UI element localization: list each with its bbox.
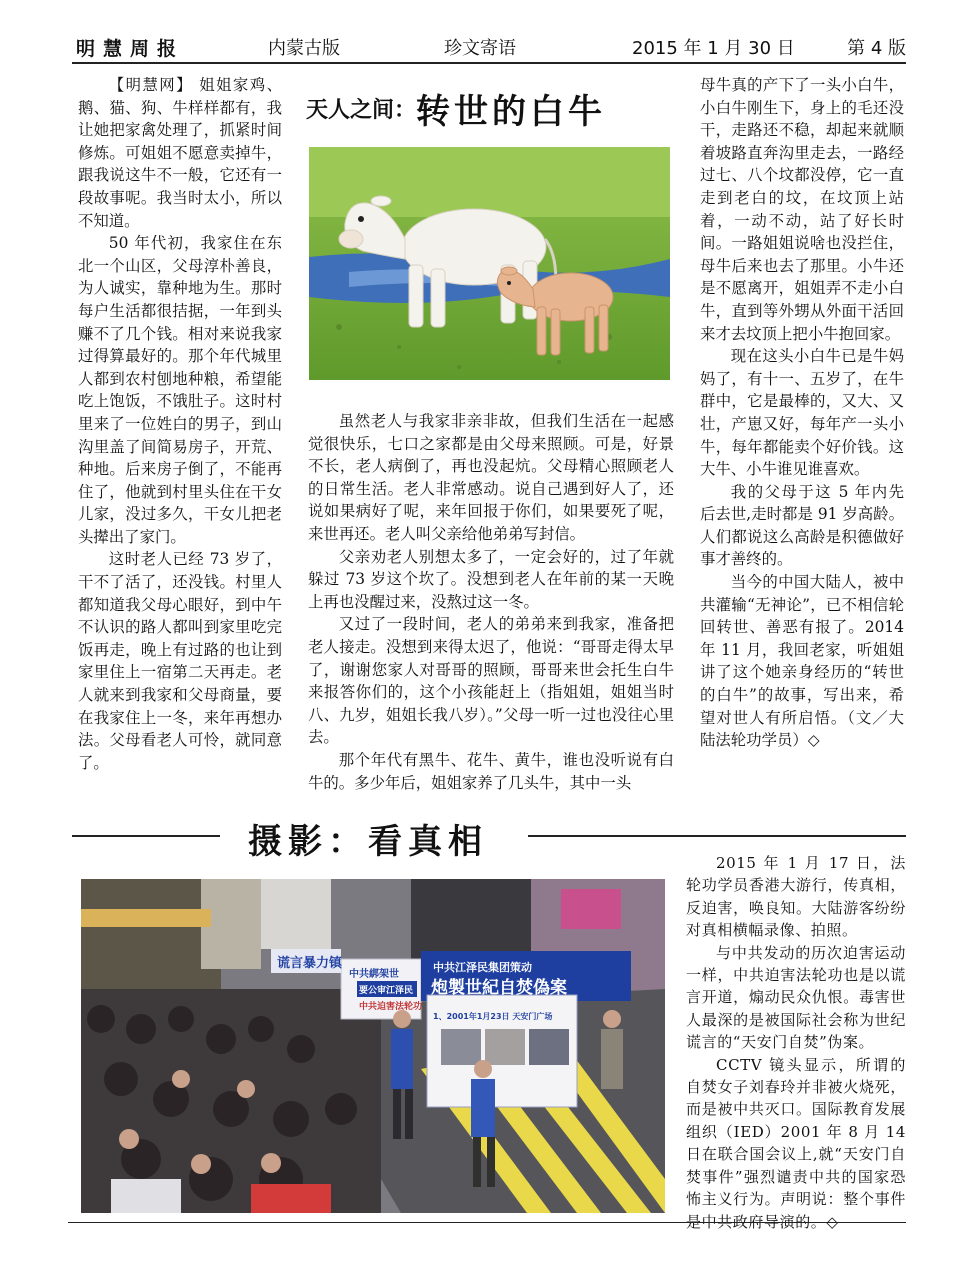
banner-text: 炮製世紀自焚偽案 <box>431 978 567 998</box>
photo-caption <box>686 852 906 1233</box>
footer-rule <box>68 1222 906 1223</box>
article-title-prefix: 天人之间： <box>306 97 417 123</box>
banner-text: 谎言暴力镇 <box>277 956 343 971</box>
banner-text: 要公审江泽民 <box>359 986 414 996</box>
paragraph: 父亲劝老人别想太多了，一定会好的，过了年就躲过 73 岁这个坎了。没想到老人在年前的某一天晚上再也没醒过来，没熬过这一冬。 <box>308 547 674 611</box>
caption-paragraph: 与中共发动的历次迫害运动一样，中共迫害法轮功也是以谎言开道，煽动民众仇恨。毒害世人最深的是被国际社会称为世纪谎言的“天安门自焚”伪案。 <box>686 943 906 1052</box>
parade-photo <box>81 879 665 1213</box>
title-rule-left <box>72 835 220 837</box>
photo-section-title: 摄影：看真相 <box>248 822 488 862</box>
masthead: 明慧周报 <box>76 38 185 60</box>
issue-date: 2015 年 1 月 30 日 <box>632 38 795 59</box>
article-column-3 <box>700 74 904 752</box>
white-cow-photo <box>309 147 670 380</box>
page-number: 第 4 版 <box>847 38 906 59</box>
banner-text: 1、2001年1月23日 天安门广场 <box>433 1012 553 1021</box>
paragraph: 母牛真的产下了一头小白牛，小白牛刚生下，身上的毛还没干，走路还不稳，却起来就顺着坡路直奔沟里走去，一路经过七、八个坟都没停，它一直走到老白的坟，在坟顶上站着，一动不动，站了好长时间。一路姐姐说啥也没拦住，母牛后来也去了那里。小牛还是不愿离开，姐姐弄不走小白牛，直到等外甥从外面干活回来才去坟顶上把小牛抱回家。 <box>700 76 904 343</box>
paragraph: 【明慧网】 姐姐家鸡、鹅、猫、狗、牛样样都有，我让她把家禽处理了，抓紧时间修炼。可姐姐不愿意卖掉牛，跟我说这牛不一般，它还有一段故事呢。我当时太小，所以不知道。 <box>78 76 282 230</box>
caption-paragraph: 2015 年 1 月 17 日，法轮功学员香港大游行，传真相，反迫害，唤良知。大陆游客纷纷对真相横幅录像、拍照。 <box>686 854 906 940</box>
caption-paragraph: CCTV 镜头显示，所谓的自焚女子刘春玲并非被火烧死，而是被中共灭口。国际教育发展组织（IED）2001 年 8 月 14 日在联合国会议上,就“天安门自焚事件”强烈谴责中共的国家恐怖主义行为。声明说：整个事件是中共政府导演的。◇ <box>686 1055 906 1231</box>
paragraph: 现在这头小白牛已是牛妈妈了，有十一、五岁了，在牛群中，它是最棒的，又大、又壮，产崽又好，每年产一头小牛，每年都能卖个好价钱。这大牛、小牛谁见谁喜欢。 <box>700 347 904 479</box>
section-name: 珍文寄语 <box>444 38 516 59</box>
banner-text: 中共綁架世 <box>349 969 399 980</box>
banner-text: 中共江泽民集团策动 <box>433 961 532 974</box>
title-rule-right <box>528 835 906 837</box>
page-header <box>72 34 906 60</box>
paragraph: 虽然老人与我家非亲非故，但我们生活在一起感觉很快乐，七口之家都是由父母来照顾。可是，好景不长，老人病倒了，再也没起炕。父母精心照顾老人的日常生活。老人非常感动。说自己遇到好人了，还说如果病好了呢，来年回报于你们，如果要死了呢，来世再还。老人叫父亲给他弟弟写封信。 <box>308 412 674 543</box>
header-rule <box>72 62 906 64</box>
paragraph: 50 年代初，我家住在东北一个山区，父母淳朴善良，为人诚实，靠种地为生。那时每户生活都很拮据，一年到头赚不了几个钱。相对来说我家过得算最好的。那个年代城里人都到农村刨地种粮，希望能吃上饱饭，不饿肚子。这时村里来了一位姓白的男子，到山沟里盖了间简易房子，开荒、种地。后来房子倒了，不能再住了，他就到村里头住在干女儿家，没过多久，干女儿把老头撵出了家门。 <box>78 234 282 546</box>
paragraph: 又过了一段时间，老人的弟弟来到我家，准备把老人接走。没想到来得太迟了，他说：“哥哥走得太早了，谢谢您家人对哥哥的照顾，哥哥来世会托生白牛来报答你们的，这个小孩能赶上（指姐姐，姐姐当时八、九岁，姐姐长我八岁）。”父母一听一过也没往心里去。 <box>308 615 674 747</box>
edition-region: 内蒙古版 <box>268 38 340 59</box>
paragraph: 当今的中国大陆人，被中共灌输“无神论”，已不相信轮回转世、善恶有报了。2014 年 11 月，我回老家，听姐姐讲了这个她亲身经历的“转世的白牛”的故事，写出来，希望对世人有所启悟。（文／大陆法轮功学员）◇ <box>700 573 904 750</box>
paragraph: 这时老人已经 73 岁了，干不了活了，还没钱。村里人都知道我父母心眼好，到中午不认识的路人都叫到家里吃完饭再走，晚上有过路的也让到家里住上一宿第二天再走。老人就来到我家和父母商量，要在我家住上一冬，来年再想办法。父母看老人可怜，就同意了。 <box>78 550 282 772</box>
white-cow-illustration <box>309 147 670 380</box>
article-title <box>306 84 674 130</box>
parade-illustration <box>81 879 665 1213</box>
article-title-main: 转世的白牛 <box>416 92 607 132</box>
banner-text: 中共迫害法轮功 <box>359 1002 423 1012</box>
paragraph: 那个年代有黑牛、花牛、黄牛，谁也没听说有白牛的。多少年后，姐姐家养了几头牛，其中一头 <box>308 750 674 792</box>
article-column-2 <box>308 410 674 794</box>
paragraph: 我的父母于这 5 年内先后去世,走时都是 91 岁高龄。人们都说这么高龄是积德做好事才善终的。 <box>700 482 904 569</box>
article-column-1 <box>78 74 282 774</box>
